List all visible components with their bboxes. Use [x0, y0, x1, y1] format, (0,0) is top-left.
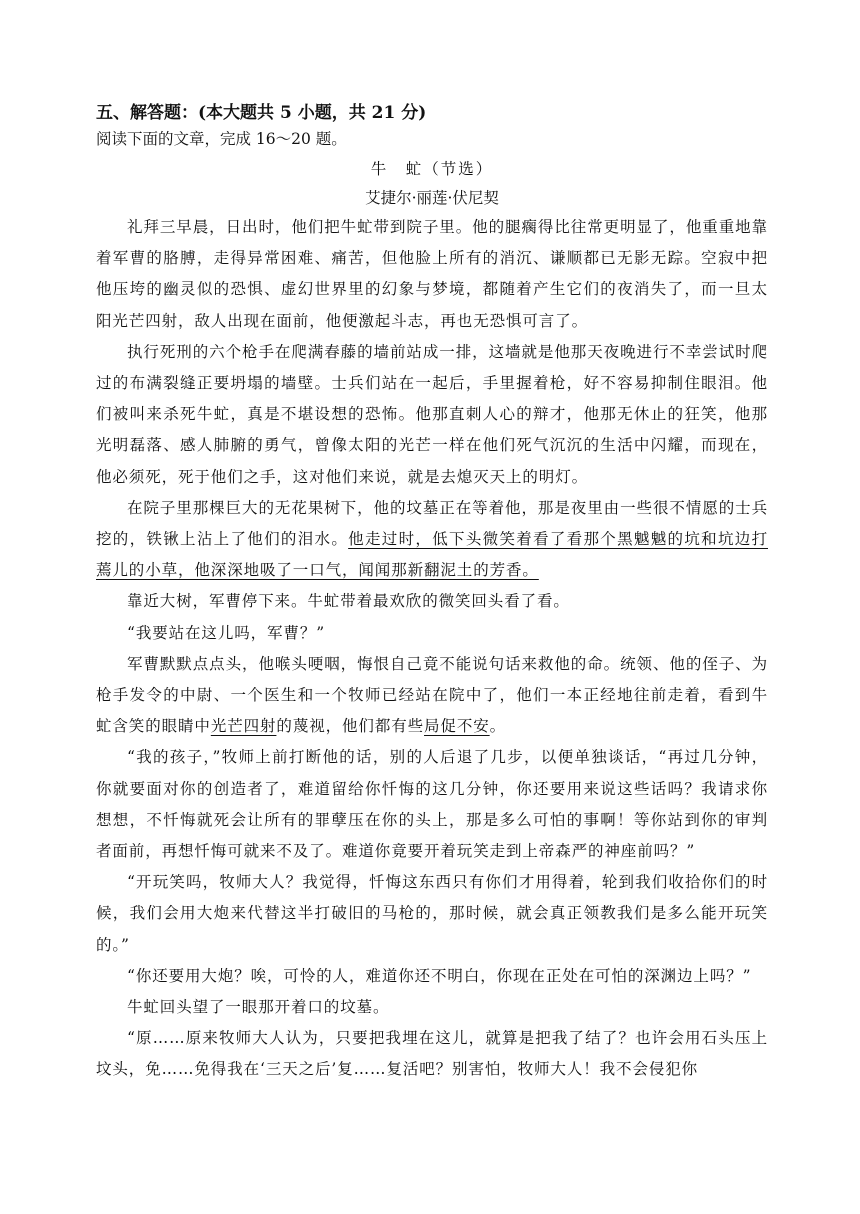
underlined-phrase-2: 局促不安 [424, 717, 490, 736]
article-author: 艾捷尔·丽莲·伏尼契 [365, 189, 499, 207]
paragraph-1: 礼拜三早晨，日出时，他们把牛虻带到院子里。他的腿瘸得比往常更明显了，他重重地靠着军曹的胳膊，走得异常困难、痛苦，但他脸上所有的消沉、谦顺都已无影无踪。空寂中把他压垮的幽灵似的恐惧、虚幻世界里的幻象与梦境，都随着产生它们的夜消失了，而一旦太阳光芒四射，敌人出现在面前，他便激起斗志，再也无恐惧可言了。 [96, 218, 768, 330]
underlined-sentence: 他走过时，低下头微笑着看了看那个黑魆魆的坑和坑边打蔫儿的小草，他深深地吸了一口气，闻闻那新翻泥土的芳香。 [96, 530, 768, 580]
instruction-text: 阅读下面的文章，完成 16～20 题。 [96, 130, 347, 148]
paragraph-8: “开玩笑吗，牧师大人？我觉得，忏悔这东西只有你们才用得着，轮到我们收拾你们的时候，我们会用大炮来代替这半打破旧的马枪的，那时候，就会真正领教我们是多么能开玩笑的。” [96, 873, 768, 954]
underlined-phrase-1: 光芒四射 [210, 717, 277, 736]
paragraph-6-text-b: 的蔑视，他们都有些 [276, 717, 425, 736]
paragraph-11: “原……原来牧师大人认为，只要把我埋在这儿，就算是把我了结了？也许会用石头压上坟头，免……免得我在‘三天之后’复……复活吧？别害怕，牧师大人！我不会侵犯你 [96, 1029, 768, 1079]
paragraph-9: “你还要用大炮？唉，可怜的人，难道你还不明白，你现在正处在可怕的深渊边上吗？” [127, 966, 752, 985]
paragraph-2: 执行死刑的六个枪手在爬满春藤的墙前站成一排，这墙就是他那天夜晚进行不幸尝试时爬过的布满裂缝正要坍塌的墙壁。士兵们站在一起后，手里握着枪，好不容易抑制住眼泪。他们被叫来杀死牛虻，真是不堪设想的恐怖。他那直刺人心的辩才，他那无休止的狂笑，他那光明磊落、感人肺腑的勇气，曾像太阳的光芒一样在他们死气沉沉的生活中闪耀，而现在，他必须死，死于他们之手，这对他们来说，就是去熄灭天上的明灯。 [96, 342, 768, 486]
paragraph-6-text-a: 军曹默默点点头，他喉头哽咽，悔恨自己竟不能说句话来救他的命。统领、他的侄子、为枪手发令的中尉、一个医生和一个牧师已经站在院中了，他们一本正经地往前走着，看到牛虻含笑的眼睛中 [96, 654, 768, 736]
paragraph-5: “我要站在这儿吗，军曹？” [127, 623, 326, 642]
paragraph-6-text-c: 。 [489, 717, 507, 736]
paragraph-3 [96, 493, 768, 587]
section-heading: 五、解答题：(本大题共 5 小题，共 21 分) [96, 103, 427, 123]
paragraph-4: 靠近大树，军曹停下来。牛虻带着最欢欣的微笑回头看了看。 [127, 592, 570, 611]
paragraph-10: 牛虻回头望了一眼那开着口的坟墓。 [127, 998, 390, 1017]
article-title: 牛 虻（节选） [370, 160, 494, 178]
paragraph-6 [96, 649, 768, 743]
paragraph-7: “我的孩子，”牧师上前打断他的话，别的人后退了几步，以便单独谈话，“再过几分钟，你就要面对你的创造者了，难道留给你忏悔的这几分钟，你还要用来说这些话吗？我请求你想想，不忏悔就死会让所有的罪孽压在你的头上，那是多么可怕的事啊！等你站到你的审判者面前，再想忏悔可就来不及了。难道你竟要开着玩笑走到上帝森严的神座前吗？” [96, 748, 768, 861]
paragraph-3-text: 在院子里那棵巨大的无花果树下，他的坟墓正在等着他，那是夜里由一些很不情愿的士兵挖的，铁锹上沾上了他们的泪水。 [96, 498, 768, 549]
document-page [96, 100, 768, 1086]
